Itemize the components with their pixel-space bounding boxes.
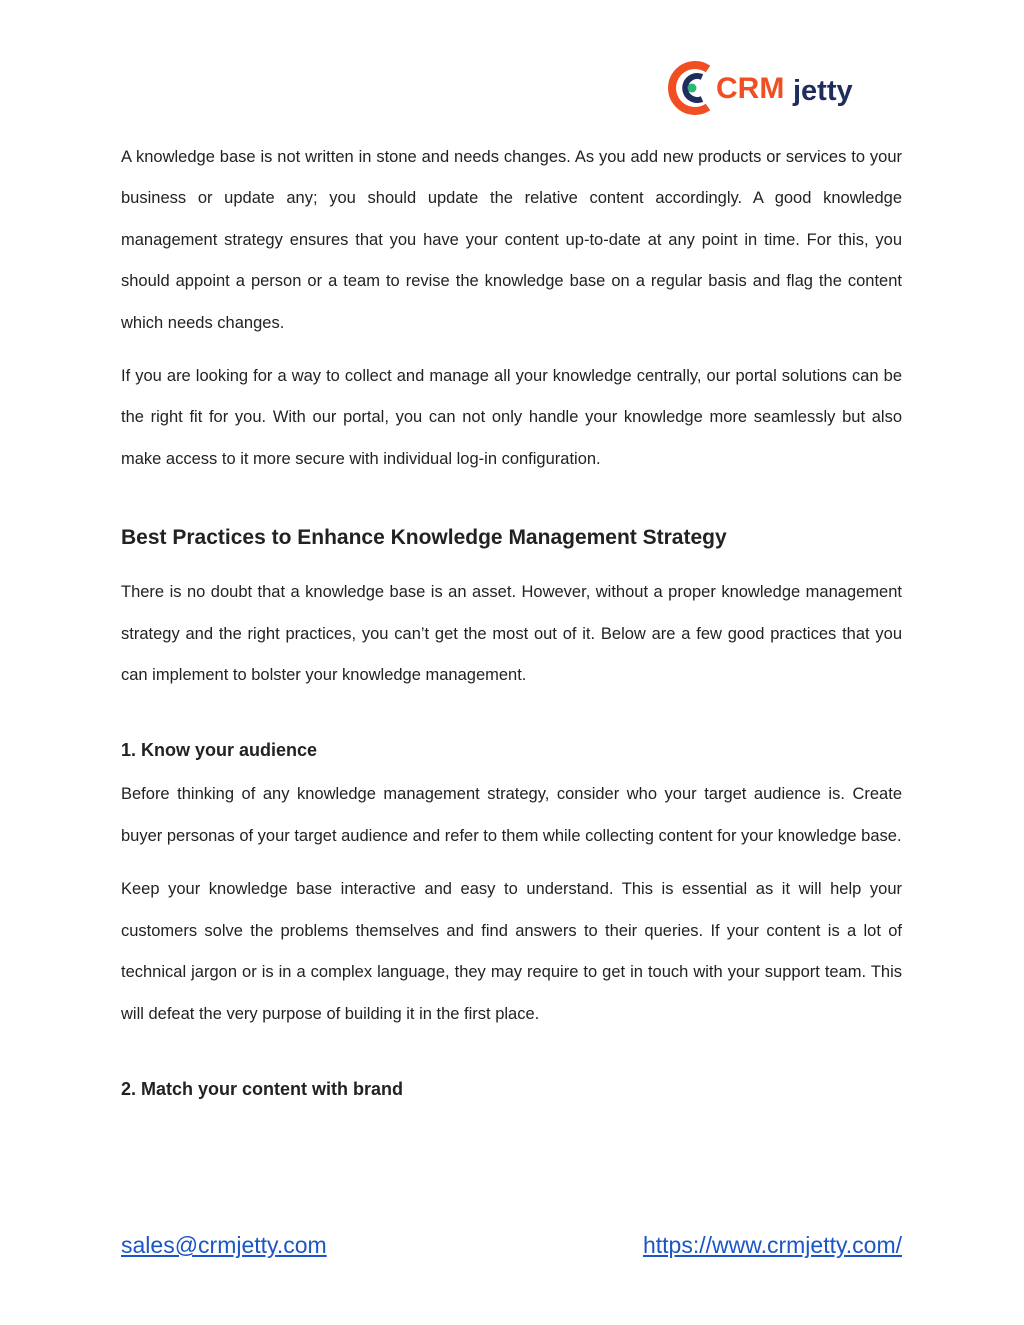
intro-paragraph-1: A knowledge base is not written in stone and needs changes. As you add new products or services to your business or update any; you should update the relative content accordingly. A good knowledge management strategy ensures that you have your content up-to-date at any point in time. For this, you should appoint a person or a team to revise the knowledge base on a regular basis and flag the content which needs changes. <box>121 148 902 332</box>
subsection-1-paragraph-1: Before thinking of any knowledge management strategy, consider who your target audience is. Create buyer personas of your target audience and refer to them while collecting content for your knowledge base. <box>121 785 902 845</box>
logo-wordmark-jetty: jetty <box>793 75 853 107</box>
subsection-heading-2: 2. Match your content with brand <box>121 1078 404 1099</box>
section-paragraph: There is no doubt that a knowledge base is an asset. However, without a proper knowledge management strategy and the right practices, you can’t get the most out of it. Below are a few good practices that you can implement to bolster your knowledge management. <box>121 583 902 685</box>
crmjetty-logo-graphic <box>664 60 874 116</box>
footer-email-link[interactable]: sales@crmjetty.com <box>121 1232 327 1258</box>
intro-paragraph-2: If you are looking for a way to collect and manage all your knowledge centrally, our portal solutions can be the right fit for you. With our portal, you can not only handle your knowledge more seamlessly but also make access to it more secure with individual log-in configuration. <box>121 367 902 468</box>
section-heading: Best Practices to Enhance Knowledge Management Strategy <box>121 526 727 550</box>
subsection-1-paragraph-2: Keep your knowledge base interactive and easy to understand. This is essential as it will help your customers solve the problems themselves and find answers to their queries. If your content is a lot of technical jargon or is in a complex language, they may require to get in touch with your support team. This will defeat the very purpose of building it in the first place. <box>121 880 902 1023</box>
logo-dot-icon <box>688 84 697 93</box>
footer-website-link[interactable]: https://www.crmjetty.com/ <box>642 1232 902 1258</box>
subsection-heading-1: 1. Know your audience <box>121 740 318 761</box>
crmjetty-logo <box>664 60 874 116</box>
page-footer <box>121 1228 902 1264</box>
logo-wordmark-crm: CRM <box>716 72 785 105</box>
document-body <box>121 137 902 1113</box>
